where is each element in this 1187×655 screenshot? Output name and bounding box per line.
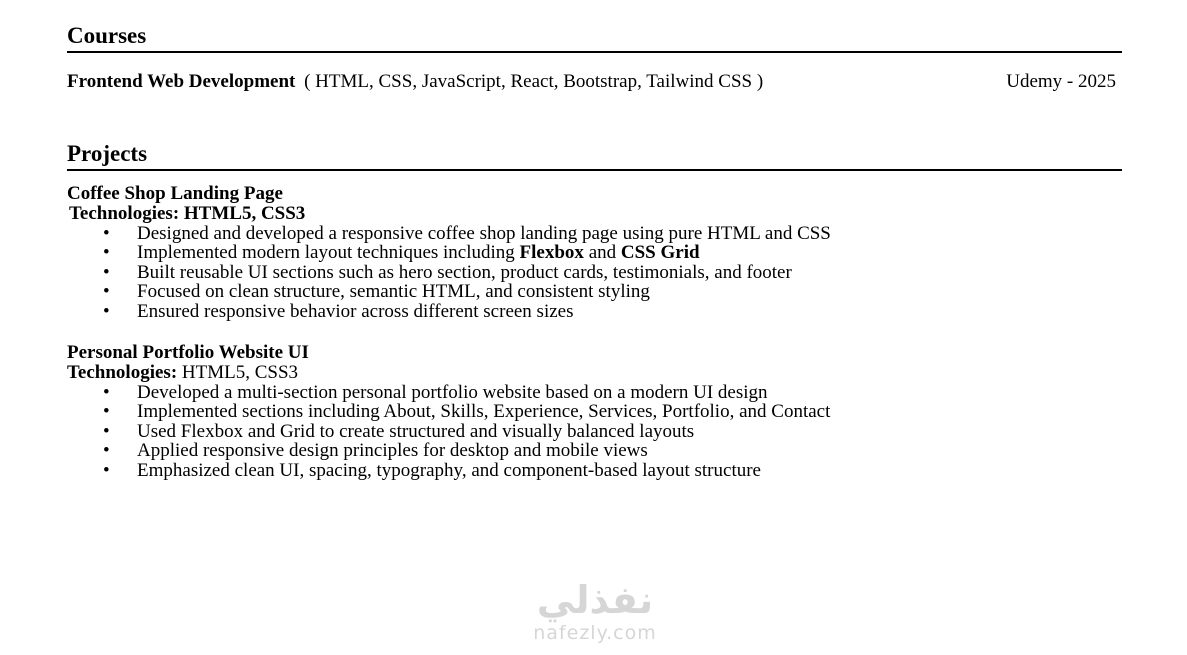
course-name: Frontend Web Development [67, 71, 296, 92]
bullet-icon: • [103, 420, 110, 442]
bullet-text: Emphasized clean UI, spacing, typography, and component-based layout structure [137, 459, 761, 481]
bullet-bold-flexbox: Flexbox [519, 242, 584, 264]
project-bullet-list [67, 383, 1122, 480]
technologies-value: HTML5, CSS3 [183, 203, 306, 224]
project-coffee-shop [67, 184, 1122, 321]
list-item [67, 243, 1122, 262]
bullet-icon: • [103, 440, 110, 462]
bullet-icon: • [103, 281, 110, 303]
list-item [67, 302, 1122, 321]
bullet-icon: • [103, 242, 110, 264]
project-portfolio-website [67, 343, 1122, 480]
bullet-icon: • [103, 223, 110, 244]
list-item [67, 402, 1122, 421]
watermark-arabic-logo: نفذلي [536, 578, 654, 622]
course-provider: Udemy - 2025 [1006, 71, 1116, 92]
bullet-text-mid: and [583, 242, 621, 264]
bullet-text: Built reusable UI sections such as hero section, product cards, testimonials, and footer [137, 261, 792, 283]
project-title: Coffee Shop Landing Page [67, 183, 283, 204]
technologies-value: HTML5, CSS3 [181, 362, 299, 383]
bullet-icon: • [103, 261, 110, 283]
bullet-text: Designed and developed a responsive coffee shop landing page using pure HTML and CSS [137, 223, 831, 244]
course-technologies: ( HTML, CSS, JavaScript, React, Bootstrap, Tailwind CSS ) [304, 71, 764, 92]
list-item [67, 282, 1122, 301]
bullet-bold-css-grid: CSS Grid [620, 242, 700, 264]
project-bullet-list [67, 224, 1122, 321]
project-technologies [67, 362, 1122, 383]
bullet-text: Applied responsive design principles for desktop and mobile views [137, 440, 648, 462]
bullet-text: Ensured responsive behavior across different screen sizes [137, 300, 574, 322]
bullet-text: Implemented sections including About, Skills, Experience, Services, Portfolio, and Contact [137, 401, 831, 423]
list-item [67, 441, 1122, 460]
project-title: Personal Portfolio Website UI [67, 342, 309, 363]
bullet-icon: • [103, 382, 110, 403]
bullet-text-pre: Implemented modern layout techniques including [137, 242, 520, 264]
list-item [67, 263, 1122, 282]
course-info [67, 70, 763, 94]
list-item [67, 422, 1122, 441]
bullet-icon: • [103, 459, 110, 481]
courses-heading: Courses [67, 24, 1122, 53]
technologies-label: Technologies: [69, 203, 180, 224]
bullet-text: Used Flexbox and Grid to create structured and visually balanced layouts [137, 420, 695, 442]
bullet-text: Focused on clean structure, semantic HTML, and consistent styling [137, 281, 650, 303]
list-item [67, 461, 1122, 480]
nafezly-watermark [520, 578, 670, 644]
projects-heading: Projects [67, 142, 1122, 171]
bullet-icon: • [103, 300, 110, 322]
list-item [67, 224, 1122, 243]
project-technologies [69, 203, 1122, 224]
bullet-icon: • [103, 401, 110, 423]
course-entry [67, 70, 1122, 94]
list-item [67, 383, 1122, 402]
watermark-url: nafezly.com [533, 622, 657, 644]
technologies-label: Technologies: [67, 362, 178, 383]
bullet-text: Developed a multi-section personal portfolio website based on a modern UI design [137, 382, 768, 403]
